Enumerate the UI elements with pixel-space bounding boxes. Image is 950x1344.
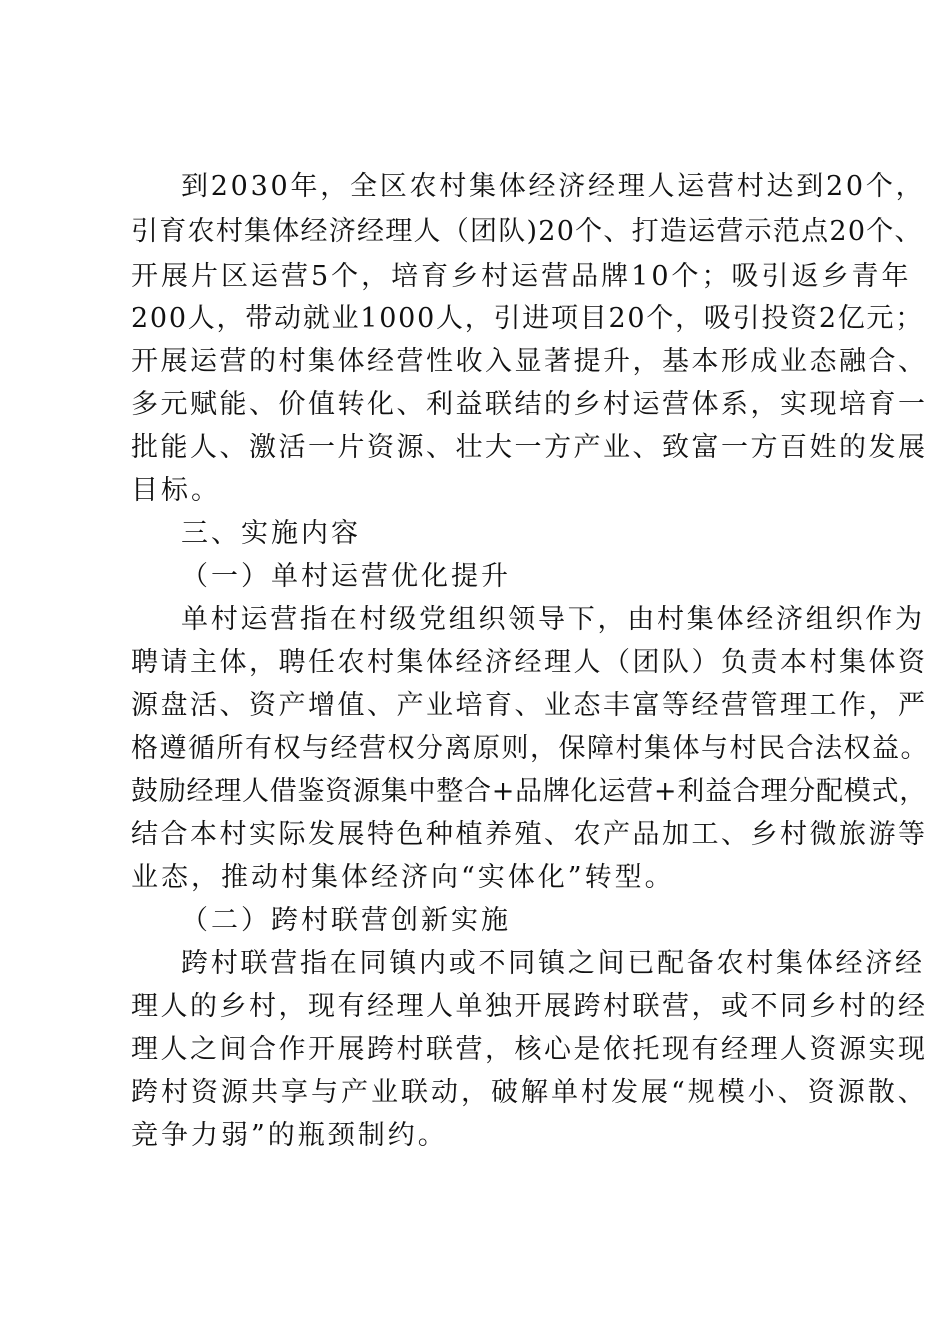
paragraph1-line-5: 开展运营的村集体经营性收入显著提升，基本形成业态融合、 — [131, 346, 928, 377]
paragraph3-line-5: 竞争力弱”的瓶颈制约。 — [131, 1120, 448, 1151]
paragraph3-line-4: 跨村资源共享与产业联动，破解单村发展“规模小、资源散、 — [131, 1077, 928, 1108]
paragraph3-line-1: 跨村联营指在同镇内或不同镇之间已配备农村集体经济经 — [181, 948, 925, 979]
subsection-heading-2: （二）跨村联营创新实施 — [181, 905, 511, 936]
subsection-heading-1: （一）单村运营优化提升 — [181, 561, 511, 592]
paragraph2-line-5: 鼓励经理人借鉴资源集中整合+品牌化运营+利益合理分配模式， — [131, 776, 927, 807]
paragraph3-line-2: 理人的乡村，现有经理人单独开展跨村联营，或不同乡村的经 — [131, 991, 928, 1022]
paragraph1-line-7: 批能人、激活一片资源、壮大一方产业、致富一方百姓的发展 — [131, 432, 928, 463]
paragraph1-line-8: 目标。 — [131, 475, 221, 506]
paragraph1-line-2: 引育农村集体经济经理人（团队)20个、打造运营示范点20个、 — [131, 216, 923, 247]
paragraph1-line-6: 多元赋能、价值转化、利益联结的乡村运营体系，实现培育一 — [131, 389, 928, 420]
paragraph1-line-3: 开展片区运营5个，培育乡村运营品牌10个；吸引返乡青年 — [131, 261, 912, 292]
paragraph3-line-3: 理人之间合作开展跨村联营，核心是依托现有经理人资源实现 — [131, 1034, 928, 1065]
paragraph2-line-3: 源盘活、资产增值、产业培育、业态丰富等经营管理工作，严 — [131, 690, 928, 721]
paragraph2-line-1: 单村运营指在村级党组织领导下，由村集体经济组织作为 — [181, 604, 925, 635]
paragraph2-line-6: 结合本村实际发展特色种植养殖、农产品加工、乡村微旅游等 — [131, 819, 928, 850]
section-heading: 三、实施内容 — [181, 518, 361, 549]
paragraph2-line-7: 业态，推动村集体经济向“实体化”转型。 — [131, 862, 675, 893]
paragraph1-line-1: 到2030年，全区农村集体经济经理人运营村达到20个， — [181, 171, 926, 202]
paragraph1-line-4: 200人，带动就业1000人，引进项目20个，吸引投资2亿元； — [131, 303, 925, 334]
paragraph2-line-4: 格遵循所有权与经营权分离原则，保障村集体与村民合法权益。 — [131, 733, 929, 764]
paragraph2-line-2: 聘请主体，聘任农村集体经济经理人（团队）负责本村集体资 — [131, 647, 928, 678]
